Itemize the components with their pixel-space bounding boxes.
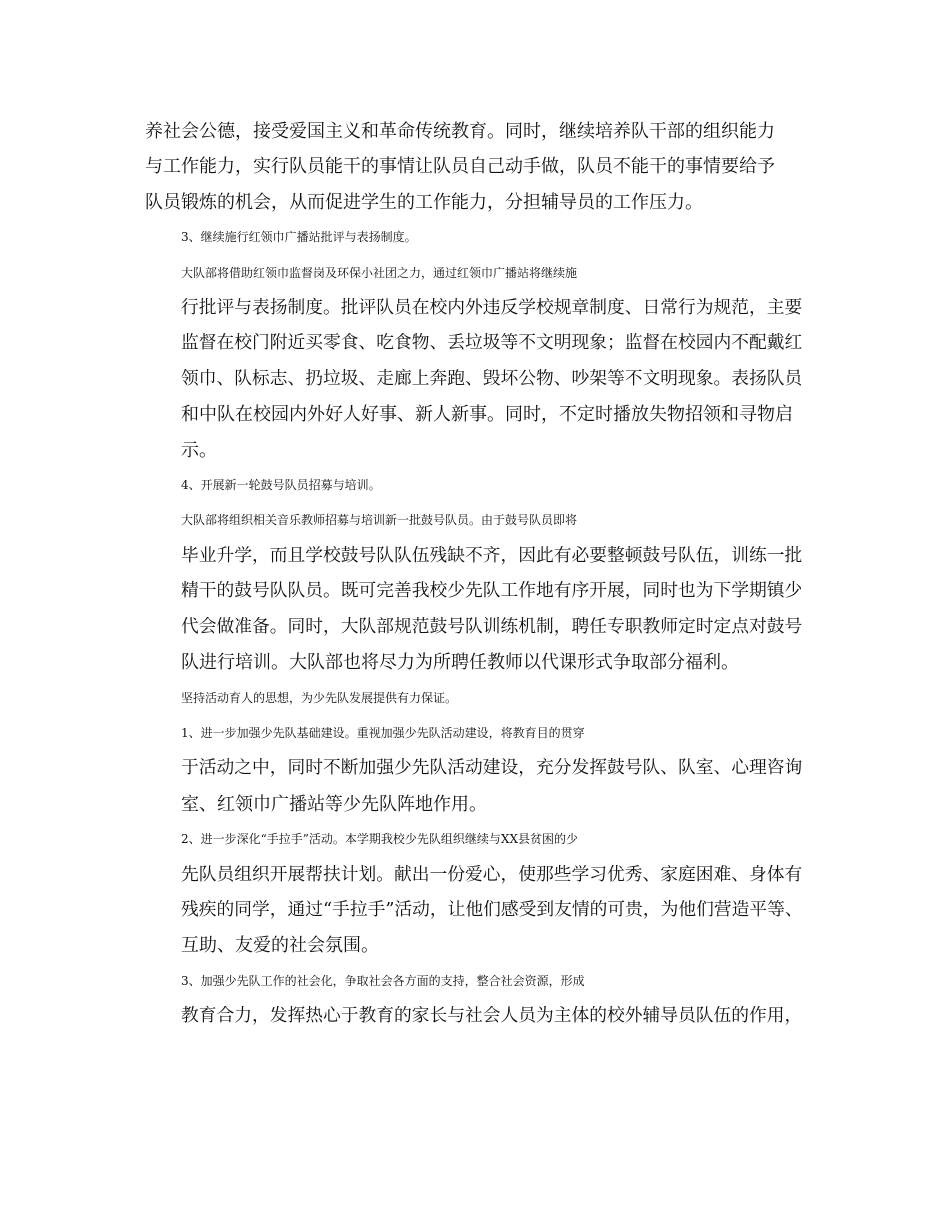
paragraph-line: 毕业升学，而且学校鼓号队队伍残缺不齐，因此有必要整顿鼓号队伍，训练一批 <box>181 545 803 566</box>
paragraph-line: 先队员组织开展帮扶计划。献出一份爱心，使那些学习优秀、家庭困难、身体有 <box>181 864 803 885</box>
paragraph-line: 大队部将借助红领巾监督岗及环保小社团之力，通过红领巾广播站将继续施 <box>181 265 578 280</box>
paragraph <box>145 114 805 220</box>
paragraph-line: 残疾的同学，通过“手拉手”活动，让他们感受到友情的可贵，为他们营造平等、 <box>181 899 803 920</box>
paragraph <box>145 256 805 468</box>
paragraph <box>145 468 805 503</box>
paragraph-line: 1、进一步加强少先队基础建设。重视加强少先队活动建设，将教育目的贯穿 <box>181 725 585 740</box>
paragraph-line: 教育合力，发挥热心于教育的家长与社会人员为主体的校外辅导员队伍的作用， <box>181 1006 803 1027</box>
paragraph-line: 队员锻炼的机会，从而促进学生的工作能力，分担辅导员的工作压力。 <box>145 191 703 213</box>
paragraph <box>145 220 805 255</box>
paragraph-line: 精干的鼓号队队员。既可完善我校少先队工作地有序开展，同时也为下学期镇少 <box>181 581 803 602</box>
paragraph-line: 代会做准备。同时，大队部规范鼓号队训练机制，聘任专职教师定时定点对鼓号 <box>181 616 803 637</box>
paragraph-line: 坚持活动育人的思想，为少先队发展提供有力保证。 <box>181 690 458 705</box>
paragraph-line: 室、红领巾广播站等少先队阵地作用。 <box>181 793 487 815</box>
paragraph-line: 于活动之中，同时不断加强少先队活动建设，充分发挥鼓号队、队室、心理咨询 <box>181 758 803 779</box>
paragraph-line: 养社会公德，接受爱国主义和革命传统教育。同时，继续培养队干部的组织能力 <box>145 121 775 142</box>
paragraph-line: 4、开展新一轮鼓号队员招募与培训。 <box>181 478 381 493</box>
paragraph <box>145 716 805 822</box>
paragraph <box>145 964 805 1035</box>
paragraph-line: 3、继续施行红领巾广播站批评与表扬制度。 <box>181 230 417 245</box>
paragraph-line: 和中队在校园内外好人好事、新人新事。同时，不定时播放失物招领和寻物启 <box>181 404 793 426</box>
document-body <box>145 114 805 1035</box>
paragraph-line: 行批评与表扬制度。批评队员在校内外违反学校规章制度、日常行为规范，主要 <box>181 298 803 319</box>
paragraph <box>145 503 805 680</box>
paragraph-line: 示。 <box>181 439 217 461</box>
paragraph-line: 领巾、队标志、扔垃圾、走廊上奔跑、毁坏公物、吵架等不文明现象。表扬队员 <box>181 368 803 389</box>
paragraph <box>145 822 805 964</box>
paragraph-line: 大队部将组织相关音乐教师招募与培训新一批鼓号队员。由于鼓号队员即将 <box>181 513 578 528</box>
paragraph-line: 与工作能力，实行队员能干的事情让队员自己动手做，队员不能干的事情要给予 <box>145 156 775 178</box>
paragraph-line: 互助、友爱的社会氛围。 <box>181 935 379 957</box>
paragraph-line: 2、进一步深化“手拉手”活动。本学期我校少先队组织继续与XX县贫困的少 <box>181 832 578 847</box>
paragraph-line: 3、加强少先队工作的社会化，争取社会各方面的支持，整合社会资源，形成 <box>181 973 585 988</box>
paragraph-line: 监督在校门附近买零食、吃食物、丢垃圾等不文明现象；监督在校园内不配戴红 <box>181 333 803 354</box>
paragraph <box>145 681 805 716</box>
paragraph-line: 队进行培训。大队部也将尽力为所聘任教师以代课形式争取部分福利。 <box>181 652 739 674</box>
